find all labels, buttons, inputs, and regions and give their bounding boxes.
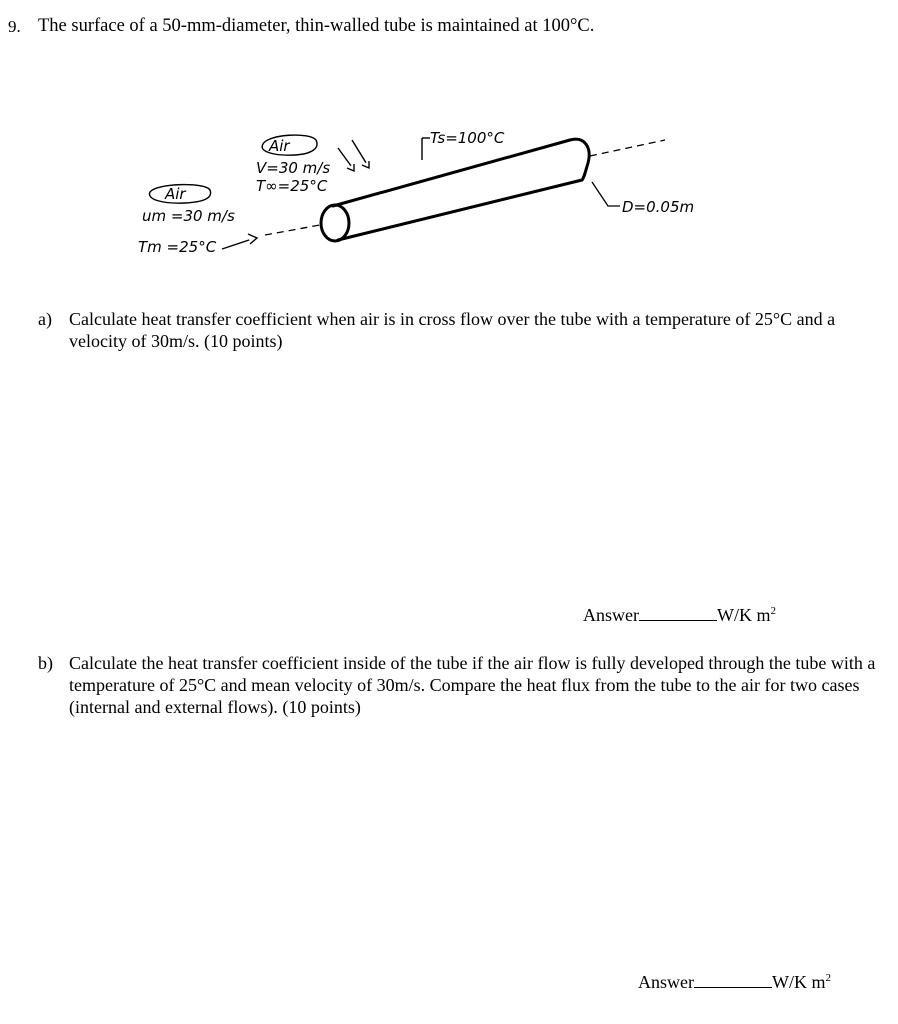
tube-bottom-edge bbox=[338, 180, 582, 240]
part-b-answer-blank[interactable] bbox=[694, 973, 772, 988]
diameter-label: D=0.05m bbox=[622, 198, 695, 216]
part-a-answer-unit: W/K $m^2$ bbox=[717, 605, 776, 625]
part-b-answer bbox=[638, 972, 831, 993]
internal-air-label: Air bbox=[165, 185, 186, 203]
part-b-text: Calculate the heat transfer coefficient inside of the tube if the air flow is fully developed through the tube with a temperature of 25°C and mean velocity of 30m/s. Compare the heat flux from the tube to the air for two cases (internal and external flows). (10 points) bbox=[69, 653, 876, 717]
cross-flow-temp-label: T∞=25°C bbox=[256, 177, 328, 195]
surface-temp-label: Ts=100°C bbox=[430, 129, 505, 147]
tube-back-end bbox=[570, 139, 589, 180]
part-a-text: Calculate heat transfer coefficient when air is in cross flow over the tube with a temperature of 25°C and a velocity of 30m/s. (10 points) bbox=[69, 309, 836, 351]
part-a bbox=[38, 308, 883, 352]
tube-diagram bbox=[130, 118, 730, 268]
tube-top-edge bbox=[333, 140, 570, 206]
part-b-answer-unit: W/K $m^2$ bbox=[772, 972, 831, 992]
cross-flow-velocity-label: V=30 m/s bbox=[256, 159, 331, 177]
centerline-left bbox=[265, 225, 320, 235]
part-a-answer-blank[interactable] bbox=[639, 606, 717, 621]
internal-temp-label: Tm =25°C bbox=[138, 238, 217, 256]
cross-flow-arrow-2 bbox=[352, 140, 368, 166]
part-a-answer-label: Answer bbox=[583, 605, 639, 625]
cross-flow-air-label: Air bbox=[269, 137, 290, 155]
centerline-right bbox=[590, 140, 665, 156]
part-a-label: a) bbox=[38, 309, 52, 329]
part-b-label: b) bbox=[38, 653, 53, 673]
internal-velocity-label: um =30 m/s bbox=[142, 207, 235, 225]
part-b bbox=[38, 652, 883, 718]
part-a-answer bbox=[583, 605, 776, 626]
tube-front-end bbox=[321, 205, 349, 241]
question-text: The surface of a 50-mm-diameter, thin-walled tube is maintained at 100°C. bbox=[38, 16, 595, 36]
part-b-answer-label: Answer bbox=[638, 972, 694, 992]
diameter-leader bbox=[592, 182, 620, 206]
question-number: 9. bbox=[8, 17, 21, 36]
